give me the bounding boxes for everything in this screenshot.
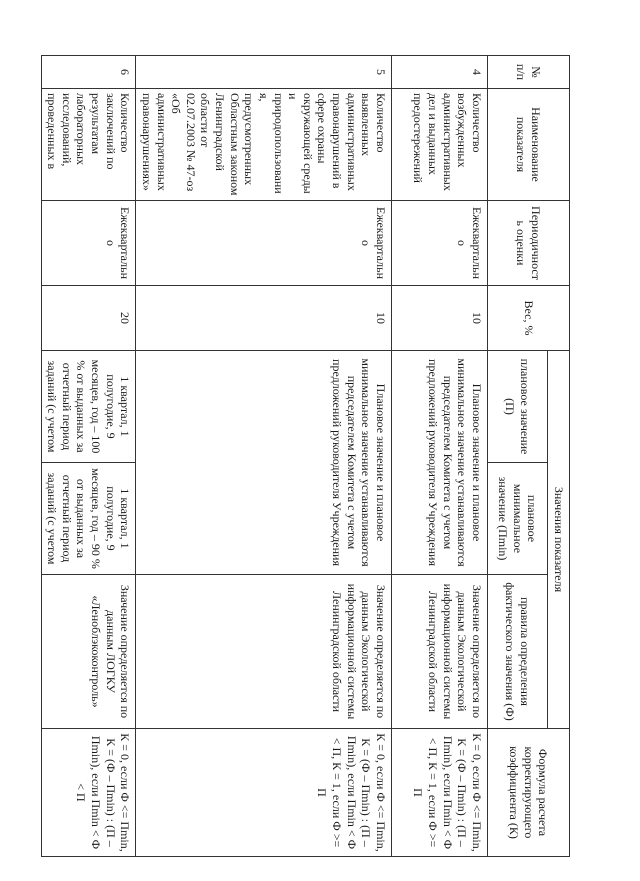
header-name: Наименование показателя [488, 89, 570, 201]
row-weight: 10 [392, 286, 488, 351]
row-period: Ежеквартально [136, 201, 392, 286]
header-row-1 [548, 56, 570, 857]
table-row [392, 56, 488, 857]
row-name: Количество заключений по результатам лабораторных исследований, проведенных в [41, 89, 136, 201]
header-plan: плановое значение (П) [488, 351, 548, 463]
row-plan: 1 квартал, 1 полугодие, 9 месяцев, год – 100 % от выданных за отчетный период заданий (с учетом [41, 351, 136, 463]
row-name: Количество возбужденных административных дел и выданных предостережений [392, 89, 488, 201]
header-weight: Вес, % [488, 286, 570, 351]
row-min: 1 квартал, 1 полугодие, 9 месяцев, год – 90 % от выданных за отчетный период заданий (с учетом [41, 463, 136, 575]
header-rules: правила определения фактического значения (Ф) [488, 575, 548, 729]
row-rules: Значение определяется по данным ЛОГКУ «Леноблэкоконтроль» [41, 575, 136, 729]
row-name: Количество выявленных административных правонарушений в сфере охраны окружающей среды и природопользования, предусмотренных Областным законом Ленинградской области от 02.07.2003 № 47-оз «Об административных правонарушениях» [136, 89, 392, 201]
row-num: 4 [392, 56, 488, 89]
row-formula: К = 0, если Ф <= Пmin, К = (Ф – Пmin) : (П – Пmin), если Пmin < Ф < П, К = 1, если Ф >= П [136, 729, 392, 857]
header-num: № п/п [488, 56, 570, 89]
row-weight: 20 [41, 286, 136, 351]
row-formula: К = 0, если Ф <= Пmin, К = (Ф – Пmin) : (П – Пmin), если Пmin < Ф < П, К = 1, если Ф >= П [392, 729, 488, 857]
row-plan-min: Плановое значение и плановое минимальное значение устанавливаются председателем Комитета с учетом предложений руководителя Учреждения [136, 351, 392, 575]
header-period: Периодичность оценки [488, 201, 570, 286]
header-min: плановое минимальное значение (Пmin) [488, 463, 548, 575]
header-values-group: Значения показателя [548, 351, 570, 729]
table-row [41, 56, 136, 857]
row-period: Ежеквартально [392, 201, 488, 286]
row-rules: Значение определяется по данным Экологической информационной системы Ленинградской области [136, 575, 392, 729]
indicators-table [41, 55, 570, 857]
row-weight: 10 [136, 286, 392, 351]
row-formula: К = 0, если Ф <= Пmin, К = (Ф – Пmin) : (П – Пmin), если Пmin < Ф < П [41, 729, 136, 857]
row-period: Ежеквартально [41, 201, 136, 286]
row-plan-min: Плановое значение и плановое минимальное значение устанавливаются председателем Комитета с учетом предложений руководителя Учреждения [392, 351, 488, 575]
row-num: 6 [41, 56, 136, 89]
row-num: 5 [136, 56, 392, 89]
table-row [136, 56, 392, 857]
row-rules: Значение определяется по данным Экологической информационной системы Ленинградской области [392, 575, 488, 729]
header-formula: Формула расчета корректирующего коэффициента (К) [488, 729, 570, 857]
